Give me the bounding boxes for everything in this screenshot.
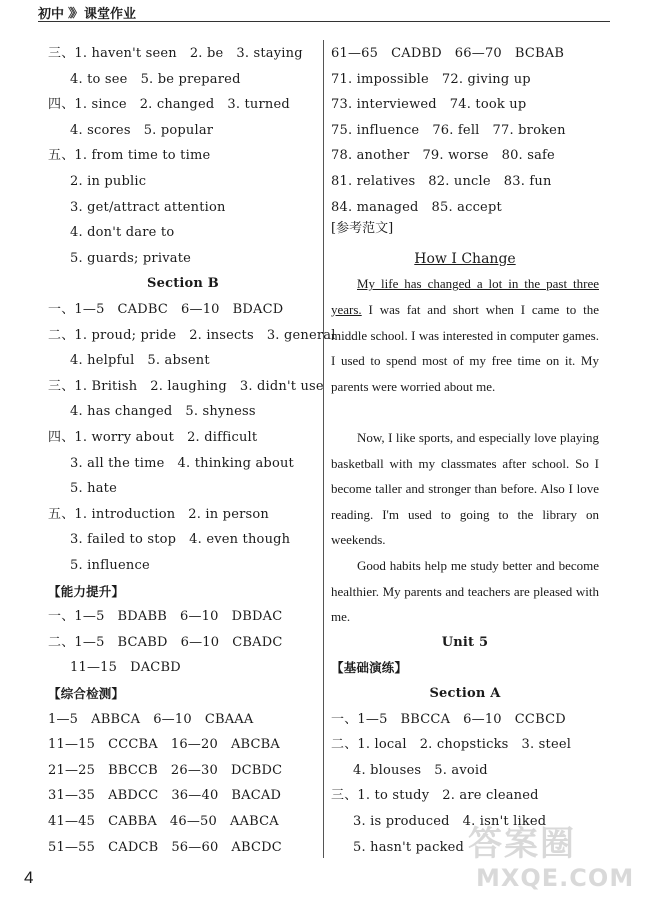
answer-line: 31—35 ABDCC 36—40 BACAD <box>48 788 282 804</box>
answer-line: 4. has changed 5. shyness <box>70 404 256 420</box>
answer-line: 84. managed 85. accept <box>331 199 502 215</box>
reference-essay-tag: [参考范文] <box>331 221 394 237</box>
answer-line: 二、1. local 2. chopsticks 3. steel <box>331 737 572 753</box>
answer-line: 21—25 BBCCB 26—30 DCBDC <box>48 762 283 778</box>
block-heading: 【能力提升】 <box>48 583 125 599</box>
answer-line: 一、1—5 BBCCA 6—10 CCBCD <box>331 711 566 727</box>
answer-line: 4. blouses 5. avoid <box>353 762 488 778</box>
block-heading: 【基础演练】 <box>331 660 408 676</box>
essay-title: How I Change <box>414 250 516 267</box>
header-level: 初中 <box>38 6 65 22</box>
chevron-icon: 》》 <box>68 5 81 20</box>
section-heading: Section A <box>429 686 501 701</box>
essay-paragraph-1-rest: I was fat and short when I came to the middle school. I was interested in computer games. I used to spend most of my free time on it. My parents were worried about me. <box>331 301 599 394</box>
block-heading: 【综合检测】 <box>48 686 125 701</box>
essay-paragraph-2: Now, I like sports, and especially love playing basketball with my classmates after school. So I become taller and stronger than before. Also I love reading. I'm used to going to the library on weekends. <box>331 430 599 548</box>
answer-line: 一、1—5 BDABB 6—10 DBDAC <box>48 609 283 625</box>
answer-line: 一、1—5 CADBC 6—10 BDACD <box>48 302 284 317</box>
column-divider <box>323 40 324 858</box>
answer-line: 3. get/attract attention <box>70 199 226 215</box>
answer-line: 3. failed to stop 4. even though <box>70 532 291 548</box>
answer-line: 5. hasn't packed <box>353 839 465 855</box>
answer-line: 5. guards; private <box>70 250 192 266</box>
answer-line: 61—65 CADBD 66—70 BCBAB <box>331 46 565 61</box>
header-title: 课堂作业 <box>84 6 137 22</box>
answer-line: 二、1—5 BCABD 6—10 CBADC <box>48 634 283 650</box>
answer-line: 11—15 DACBD <box>70 660 181 676</box>
answer-line: 41—45 CABBA 46—50 AABCA <box>48 814 279 829</box>
answer-line: 5. influence <box>70 558 150 573</box>
answer-line: 三、1. to study 2. are cleaned <box>331 788 539 804</box>
answer-line: 三、1. British 2. laughing 3. didn't use <box>48 378 324 394</box>
answer-line: 二、1. proud; pride 2. insects 3. general <box>48 327 336 343</box>
answer-line: 75. influence 76. fell 77. broken <box>331 122 566 138</box>
header-badge <box>38 3 136 21</box>
page-number: 4 <box>24 868 34 887</box>
answer-line: 78. another 79. worse 80. safe <box>331 148 555 164</box>
answer-line: 四、1. since 2. changed 3. turned <box>48 97 290 113</box>
essay-paragraph-3: Good habits help me study better and become healthier. My parents and teachers are pleased with me. <box>331 558 599 625</box>
header-rule <box>38 21 610 22</box>
essay-underlined-sentence: My life has changed a lot in the past three years. <box>331 276 599 317</box>
section-heading: Section B <box>147 276 219 292</box>
answer-line: 1—5 ABBCA 6—10 CBAAA <box>48 711 254 727</box>
watermark-logo: 答案圈 MXQE.COM <box>468 824 635 892</box>
answer-line: 3. is produced 4. isn't liked <box>353 814 547 829</box>
answer-line: 五、1. from time to time <box>48 148 211 164</box>
answer-line: 3. all the time 4. thinking about <box>70 455 294 471</box>
answer-line: 73. interviewed 74. took up <box>331 97 527 113</box>
answer-line: 11—15 CCCBA 16—20 ABCBA <box>48 737 281 753</box>
answer-line: 4. don't dare to <box>70 225 175 241</box>
answer-line: 4. helpful 5. absent <box>70 353 210 369</box>
answer-line: 三、1. haven't seen 2. be 3. staying <box>48 46 303 61</box>
answer-line: 71. impossible 72. giving up <box>331 71 531 87</box>
answer-line: 2. in public <box>70 174 147 189</box>
answer-line: 5. hate <box>70 481 117 497</box>
section-heading: Unit 5 <box>441 634 489 650</box>
answer-line: 51—55 CADCB 56—60 ABCDC <box>48 839 282 855</box>
answer-line: 4. to see 5. be prepared <box>70 71 241 87</box>
answer-line: 81. relatives 82. uncle 83. fun <box>331 174 552 189</box>
answer-line: 4. scores 5. popular <box>70 122 214 138</box>
answer-line: 四、1. worry about 2. difficult <box>48 430 258 445</box>
essay-paragraph-1 <box>331 271 599 399</box>
answer-line: 五、1. introduction 2. in person <box>48 506 269 522</box>
